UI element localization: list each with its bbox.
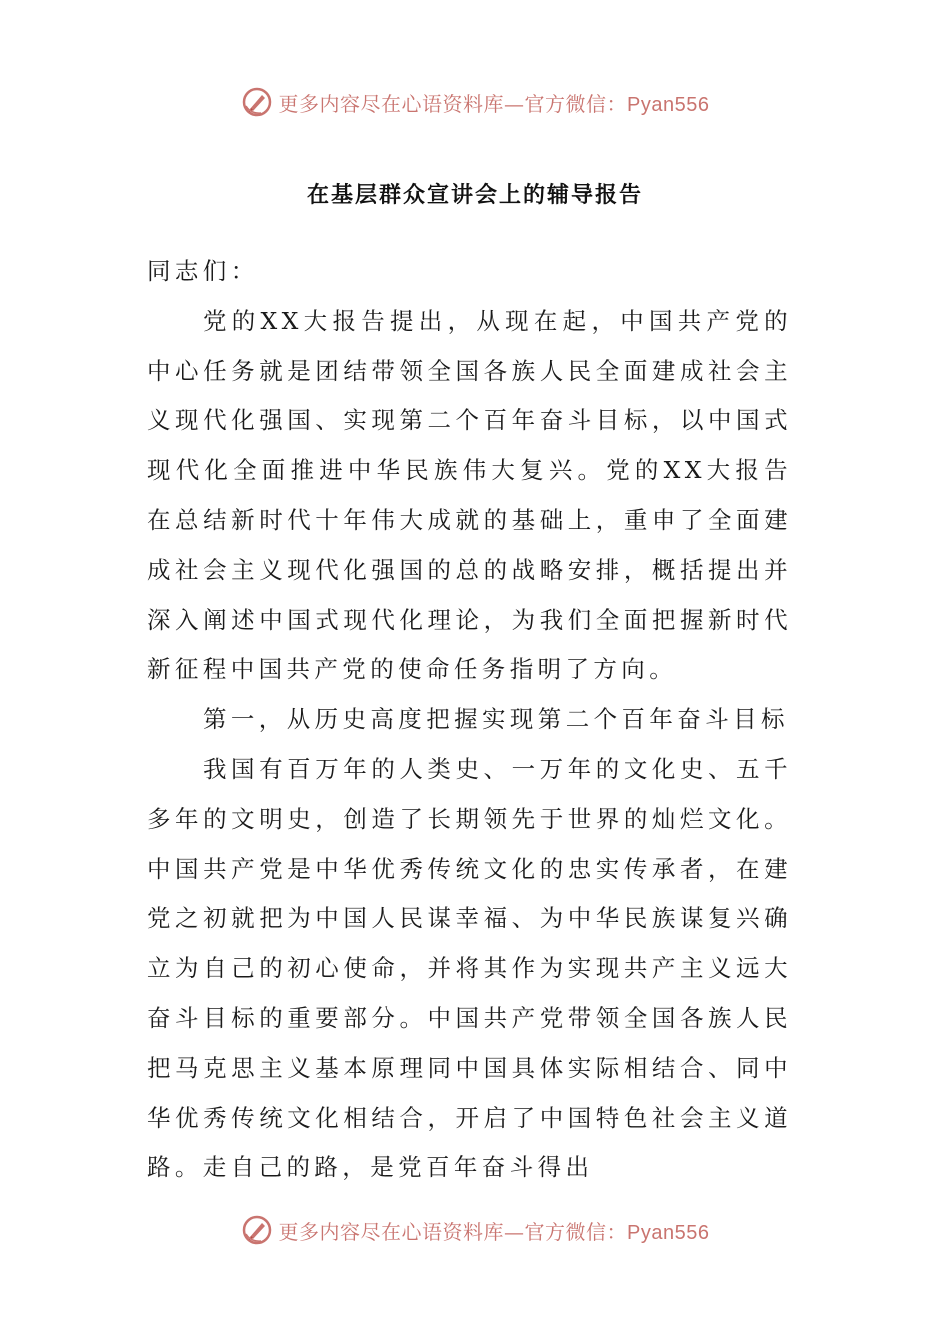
header-watermark-banner xyxy=(0,82,950,122)
pen-logo-icon xyxy=(241,86,273,118)
salutation: 同志们： xyxy=(147,257,259,285)
watermark-text: 更多内容尽在心语资料库—官方微信：Pyan556 xyxy=(278,91,710,116)
paragraph: 党的XX大报告提出，从现在起，中国共产党的中心任务就是团结带领全国各族人民全面建成社会主义现代化强国、实现第二个百年奋斗目标，以中国式现代化全面推进中华民族伟大复兴。党的XX大报告在总结新时代十年伟大成就的基础上，重申了全面建成社会主义现代化强国的总的战略安排，概括提出并深入阐述中国式现代化理论，为我们全面把握新时代新征程中国共产党的使命任务指明了方向。 xyxy=(147,306,792,684)
document-body xyxy=(147,247,792,1193)
wechat-id: Pyan556 xyxy=(627,1221,710,1244)
footer-watermark-banner xyxy=(0,1210,950,1250)
wechat-id: Pyan556 xyxy=(627,93,710,116)
paragraph: 我国有百万年的人类史、一万年的文化史、五千多年的文明史，创造了长期领先于世界的灿烂文化。中国共产党是中华优秀传统文化的忠实传承者，在建党之初就把为中国人民谋幸福、为中华民族谋复兴确立为自己的初心使命，并将其作为实现共产主义远大奋斗目标的重要部分。中国共产党带领全国各族人民把马克思主义基本原理同中国具体实际相结合、同中华优秀传统文化相结合，开启了中国特色社会主义道路。走自己的路，是党百年奋斗得出 xyxy=(147,754,792,1182)
watermark-text: 更多内容尽在心语资料库—官方微信：Pyan556 xyxy=(278,1219,710,1244)
section-heading: 第一，从历史高度把握实现第二个百年奋斗目标 xyxy=(203,705,789,734)
pen-logo-icon xyxy=(241,1214,273,1246)
document-title: 在基层群众宣讲会上的辅导报告 xyxy=(306,183,643,208)
